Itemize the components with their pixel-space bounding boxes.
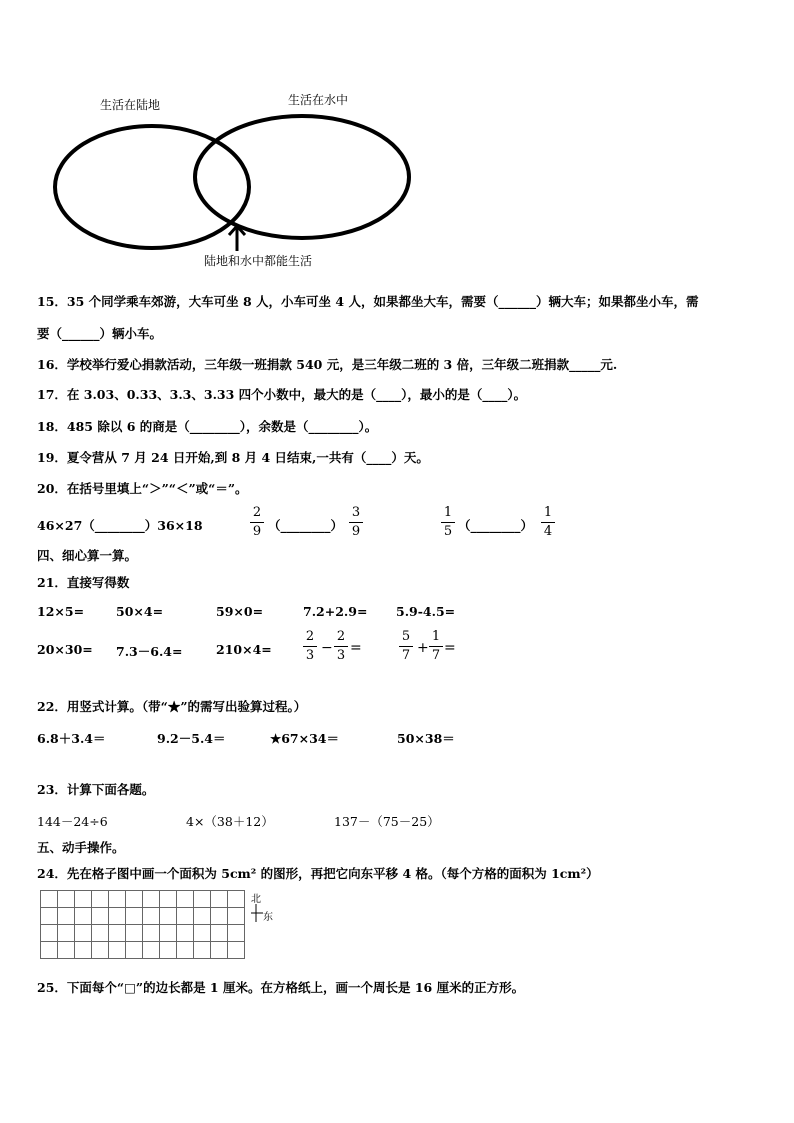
q23-title: 23．计算下面各题。 xyxy=(37,782,155,797)
q22-title: 22．用竖式计算。（带“★”的需写出验算过程。） xyxy=(37,699,307,714)
q15-line2: 要（______）辆小车。 xyxy=(37,326,163,341)
q20-item1: 46×27（________）36×18 xyxy=(37,518,203,533)
q20-blank-2: （________） xyxy=(458,518,534,533)
q22-item-2: 9.2－5.4＝ xyxy=(157,731,226,746)
q21-expr2-op: + xyxy=(417,640,429,656)
q21-r1-2: 50×4= xyxy=(116,604,164,619)
q23-item-3: 137－（75－25） xyxy=(334,814,440,829)
q21-expr2-frac-a: 5 7 xyxy=(398,630,414,663)
venn-left-ellipse xyxy=(55,126,249,248)
q23-item-1: 144－24÷6 xyxy=(37,814,108,829)
q20-frac-d: 1 4 xyxy=(540,506,556,539)
q21-r2-3: 210×4= xyxy=(216,642,272,657)
section4-title: 四、细心算一算。 xyxy=(37,548,138,563)
q16: 16．学校举行爱心捐款活动，三年级一班捐款 540 元，是三年级二班的 3 倍，三年级二班捐款_____元. xyxy=(37,357,618,372)
q17: 17．在 3.03、0.33、3.3、3.33 四个小数中，最大的是（____），最小的是（____）。 xyxy=(37,387,527,402)
venn-right-ellipse xyxy=(195,116,409,238)
square-grid xyxy=(40,890,246,960)
q20-frac-c: 1 5 xyxy=(440,506,456,539)
q21-expr1-op: − xyxy=(321,640,333,656)
q22-item-3: ★67×34＝ xyxy=(270,731,339,746)
compass-east-label: 东 xyxy=(263,912,273,923)
venn-overlap-label: 陆地和水中都能生活 xyxy=(204,254,313,268)
q24-title: 24．先在格子图中画一个面积为 5cm² 的图形，再把它向东平移 4 格。（每个方格的面积为 1cm²） xyxy=(37,866,599,881)
q20-frac-a: 2 9 xyxy=(249,506,265,539)
section5-title: 五、动手操作。 xyxy=(37,840,125,855)
q21-expr2-frac-b: 1 7 xyxy=(428,630,444,663)
q22-item-4: 50×38＝ xyxy=(397,731,455,746)
q25: 25．下面每个“□”的边长都是 1 厘米。在方格纸上，画一个周长是 16 厘米的正方形。 xyxy=(37,980,525,995)
q21-expr2-eq: = xyxy=(444,640,456,656)
q20-title: 20．在括号里填上“＞”“＜”或“＝”。 xyxy=(37,481,248,496)
q23-item-2: 4×（38＋12） xyxy=(186,814,274,829)
q21-expr1-frac-a: 2 3 xyxy=(302,630,318,663)
venn-right-label: 生活在水中 xyxy=(288,93,349,107)
compass-north-label: 北 xyxy=(251,894,261,905)
q21-r1-4: 7.2+2.9= xyxy=(303,604,368,619)
q21-r2-2: 7.3－6.4= xyxy=(116,644,183,659)
q21-r2-1: 20×30= xyxy=(37,642,93,657)
q21-expr1-frac-b: 2 3 xyxy=(333,630,349,663)
q20-blank-1: （________） xyxy=(268,518,344,533)
q18: 18．485 除以 6 的商是（________），余数是（________）。 xyxy=(37,419,378,434)
q19: 19．夏令营从 7 月 24 日开始,到 8 月 4 日结束,一共有（____）天。 xyxy=(37,450,429,465)
q21-title: 21．直接写得数 xyxy=(37,575,130,590)
q15-line1: 15．35 个同学乘车郊游，大车可坐 8 人，小车可坐 4 人，如果都坐大车，需要（______）辆大车；如果都坐小车，需 xyxy=(37,294,699,309)
q20-frac-b: 3 9 xyxy=(348,506,364,539)
q21-r1-1: 12×5= xyxy=(37,604,85,619)
q21-r1-5: 5.9-4.5= xyxy=(396,604,456,619)
q21-r1-3: 59×0= xyxy=(216,604,264,619)
q22-item-1: 6.8＋3.4＝ xyxy=(37,731,106,746)
venn-left-label: 生活在陆地 xyxy=(100,98,161,112)
venn-diagram xyxy=(40,85,430,275)
q21-expr1-eq: = xyxy=(350,640,362,656)
